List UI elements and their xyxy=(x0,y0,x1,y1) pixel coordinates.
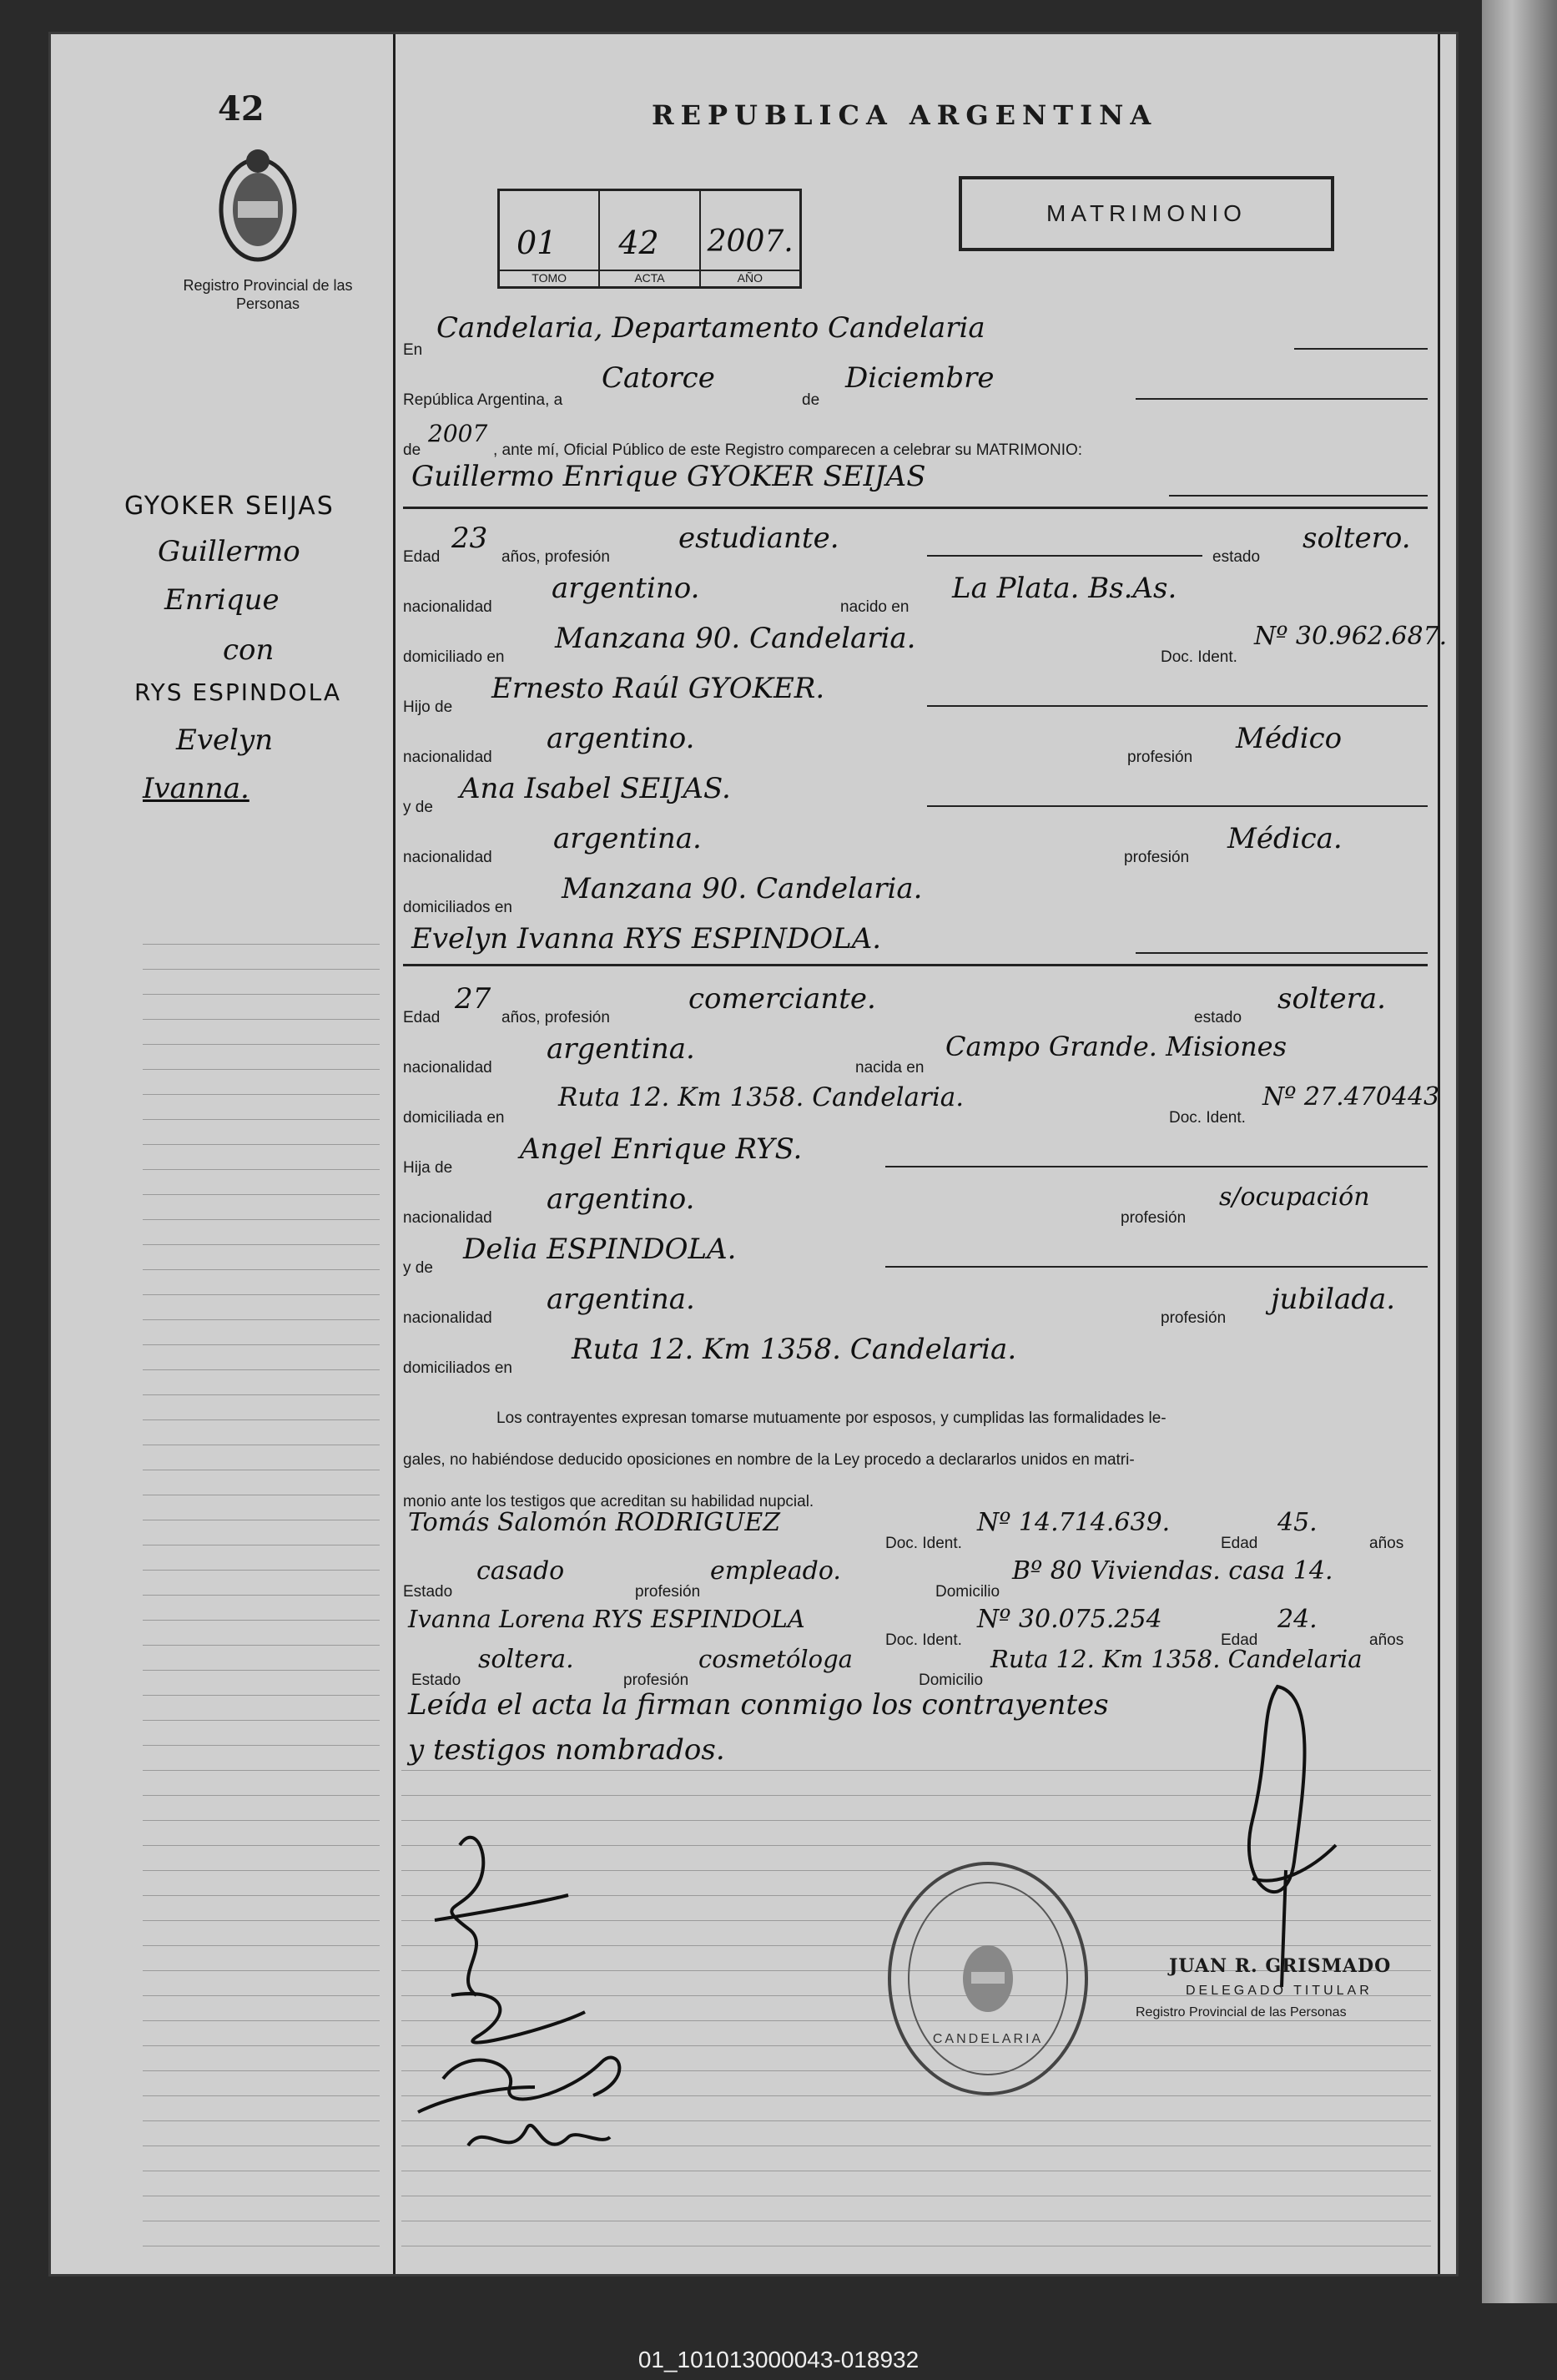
ruled-line xyxy=(143,1770,380,1771)
closing-line-2: y testigos nombrados. xyxy=(408,1733,725,1767)
estado-cap-label: Estado xyxy=(403,1583,453,1601)
intro-text: , ante mí, Oficial Público de este Registro comparecen a celebrar su MATRIMONIO: xyxy=(493,441,1083,459)
domicilio-label: Domicilio xyxy=(935,1583,1000,1601)
acta-label: ACTA xyxy=(600,270,698,285)
ruled-line xyxy=(143,1144,380,1145)
ruled-line xyxy=(143,2120,380,2121)
en-label: En xyxy=(403,341,423,359)
de-label: de xyxy=(802,391,820,409)
bride-father-nat: argentino. xyxy=(547,1182,695,1216)
place: Candelaria, Departamento Candelaria xyxy=(436,311,985,345)
edad-label: Edad xyxy=(1221,1535,1258,1552)
doc-label: Doc. Ident. xyxy=(885,1535,962,1552)
act-type: MATRIMONIO xyxy=(1046,200,1247,226)
ruled-line xyxy=(143,1895,380,1896)
right-border xyxy=(1438,34,1440,2274)
ruled-line xyxy=(143,1620,380,1621)
groom-nationality: argentino. xyxy=(552,572,700,605)
ruled-line xyxy=(143,1294,380,1295)
edad-label: Edad xyxy=(403,548,441,566)
groom-father: Ernesto Raúl GYOKER. xyxy=(491,672,825,705)
ruled-line xyxy=(143,1394,380,1395)
groom-profession: estudiante. xyxy=(678,522,839,555)
doc-label: Doc. Ident. xyxy=(885,1631,962,1649)
seal-text: CANDELARIA xyxy=(932,2032,1044,2046)
witness1-age: 45. xyxy=(1277,1508,1318,1537)
ruled-line xyxy=(143,1595,380,1596)
ruled-line xyxy=(143,969,380,970)
ruled-line xyxy=(143,1094,380,1095)
witness2-status: soltera. xyxy=(478,1645,574,1674)
contracting-parties-signatures xyxy=(401,1812,735,2196)
doc-label: Doc. Ident. xyxy=(1161,648,1237,666)
bride-age: 27 xyxy=(455,982,491,1016)
witness2-name: Ivanna Lorena RYS ESPINDOLA xyxy=(408,1605,805,1633)
doc-label: Doc. Ident. xyxy=(1169,1109,1246,1127)
ruled-line xyxy=(143,1795,380,1796)
ruled-line xyxy=(143,1269,380,1270)
ruled-line xyxy=(143,944,380,945)
profesion-label: profesión xyxy=(1127,749,1193,766)
ruled-line xyxy=(143,1995,380,1996)
domiciliada-label: domiciliada en xyxy=(403,1109,505,1127)
groom-father-prof: Médico xyxy=(1236,722,1343,755)
margin-line: con xyxy=(223,633,275,667)
ruled-line xyxy=(143,994,380,995)
bride-parents-address: Ruta 12. Km 1358. Candelaria. xyxy=(572,1333,1017,1366)
ruled-line xyxy=(143,1419,380,1420)
witness1-name: Tomás Salomón RODRIGUEZ xyxy=(408,1508,781,1537)
edad-label: Edad xyxy=(1221,1631,1258,1649)
fill-line xyxy=(1136,952,1428,954)
ruled-line xyxy=(143,1845,380,1846)
nacionalidad-label: nacionalidad xyxy=(403,849,492,866)
tomo-value: 01 xyxy=(516,224,557,261)
profesion-label: profesión xyxy=(623,1672,689,1689)
witness2-age: 24. xyxy=(1277,1605,1318,1634)
ano-cell xyxy=(701,191,799,286)
hijo-label: Hijo de xyxy=(403,698,453,716)
ruled-line xyxy=(143,1820,380,1821)
fill-line xyxy=(885,1166,1428,1167)
groom-name: Guillermo Enrique GYOKER SEIJAS xyxy=(411,460,926,493)
groom-age: 23 xyxy=(451,522,488,555)
profesion-label: profesión xyxy=(1161,1309,1227,1327)
domiciliados-label: domiciliados en xyxy=(403,899,512,916)
bride-mother: Delia ESPINDOLA. xyxy=(463,1233,737,1266)
estado-label: estado xyxy=(1212,548,1261,566)
witness1-address: Bº 80 Viviendas. casa 14. xyxy=(1012,1556,1333,1586)
de-label: de xyxy=(403,441,421,459)
ruled-line xyxy=(143,2070,380,2071)
bride-name: Evelyn Ivanna RYS ESPINDOLA. xyxy=(411,922,882,956)
groom-mother: Ana Isabel SEIJAS. xyxy=(460,772,731,805)
section-rule xyxy=(403,507,1428,509)
day: Catorce xyxy=(602,361,715,395)
margin-line: Enrique xyxy=(164,583,280,617)
nacionalidad-label: nacionalidad xyxy=(403,1059,492,1077)
act-number-box xyxy=(497,189,802,289)
page-number: 42 xyxy=(218,89,265,129)
ruled-line xyxy=(143,1169,380,1170)
file-id: 01_101013000043-018932 xyxy=(637,2347,920,2372)
ruled-line xyxy=(143,1645,380,1646)
official-title: DELEGADO TITULAR xyxy=(1186,1984,1373,1998)
groom-parents-address: Manzana 90. Candelaria. xyxy=(562,872,923,905)
ruled-line xyxy=(143,1219,380,1220)
anos-profesion-label: años, profesión xyxy=(501,1009,610,1026)
anos-label: años xyxy=(1369,1535,1404,1552)
ruled-line xyxy=(143,2045,380,2046)
legal-text-3: monio ante los testigos que acreditan su habilidad nupcial. xyxy=(403,1493,814,1510)
legal-text-1: Los contrayentes expresan tomarse mutuamente por esposos, y cumplidas las formalidades le- xyxy=(496,1409,1166,1427)
fill-line xyxy=(1169,495,1428,497)
closing-line-1: Leída el acta la firman conmigo los contrayentes xyxy=(408,1688,1109,1722)
year: 2007 xyxy=(428,420,488,447)
domiciliados-label: domiciliados en xyxy=(403,1359,512,1377)
groom-mother-prof: Médica. xyxy=(1227,822,1343,855)
profesion-label: profesión xyxy=(1124,849,1190,866)
acta-value: 42 xyxy=(618,224,659,261)
witness2-doc: Nº 30.075.254 xyxy=(977,1605,1162,1634)
domicilio-label: Domicilio xyxy=(919,1672,984,1689)
nacionalidad-label: nacionalidad xyxy=(403,598,492,616)
coat-of-arms-icon xyxy=(208,143,308,276)
seal-emblem-icon xyxy=(955,1939,1021,2019)
official-name: JUAN R. GRISMADO xyxy=(1169,1955,1392,1977)
ruled-line xyxy=(143,1044,380,1045)
ruled-line xyxy=(143,1069,380,1070)
groom-father-nat: argentino. xyxy=(547,722,695,755)
official-registry: Registro Provincial de las Personas xyxy=(1136,2005,1347,2019)
bride-mother-nat: argentina. xyxy=(547,1283,695,1316)
book-edge xyxy=(1482,0,1557,2303)
domiciliado-label: domiciliado en xyxy=(403,648,505,666)
groom-mother-nat: argentina. xyxy=(553,822,702,855)
fill-line xyxy=(885,1266,1428,1268)
witness1-profession: empleado. xyxy=(710,1556,841,1586)
month: Diciembre xyxy=(845,361,995,395)
profesion-label: profesión xyxy=(635,1583,701,1601)
margin-line: Guillermo xyxy=(158,535,300,568)
ruled-line xyxy=(143,1720,380,1721)
republica-label: República Argentina, a xyxy=(403,391,563,409)
bride-father-prof: s/ocupación xyxy=(1219,1182,1370,1212)
ruled-line xyxy=(143,1244,380,1245)
ruled-line xyxy=(143,2095,380,2096)
ruled-line xyxy=(143,1369,380,1370)
bride-address: Ruta 12. Km 1358. Candelaria. xyxy=(558,1082,965,1112)
margin-line: RYS ESPINDOLA xyxy=(134,678,341,706)
tomo-label: TOMO xyxy=(500,270,598,285)
groom-doc: Nº 30.962.687. xyxy=(1254,622,1448,651)
ruled-line xyxy=(143,1695,380,1696)
bride-mother-prof: jubilada. xyxy=(1271,1283,1396,1316)
fill-line xyxy=(927,805,1428,807)
margin-line: Evelyn xyxy=(176,724,274,757)
fill-line xyxy=(1294,348,1428,350)
margin-divider xyxy=(393,34,396,2274)
anos-profesion-label: años, profesión xyxy=(501,548,610,566)
y-de-label: y de xyxy=(403,1259,433,1277)
fill-line xyxy=(1136,398,1428,400)
legal-text-2: gales, no habiéndose deducido oposiciones en nombre de la Ley procedo a declararlos unidos en matri- xyxy=(403,1451,1135,1469)
acta-cell xyxy=(600,191,700,286)
ano-label: AÑO xyxy=(701,270,799,285)
nacida-label: nacida en xyxy=(855,1059,925,1077)
witness1-status: casado xyxy=(476,1556,565,1586)
ano-value: 2007. xyxy=(707,224,794,259)
estado-label: estado xyxy=(1194,1009,1242,1026)
bride-nationality: argentina. xyxy=(547,1032,695,1066)
nacido-label: nacido en xyxy=(840,598,910,616)
registry-name: Registro Provincial de las Personas xyxy=(183,277,353,312)
groom-birthplace: La Plata. Bs.As. xyxy=(952,572,1177,605)
section-rule xyxy=(403,964,1428,966)
nacionalidad-label: nacionalidad xyxy=(403,1309,492,1327)
witness1-doc: Nº 14.714.639. xyxy=(977,1508,1171,1537)
profesion-label: profesión xyxy=(1121,1209,1187,1227)
y-de-label: y de xyxy=(403,799,433,816)
country-title: REPUBLICA ARGENTINA xyxy=(652,99,1158,131)
tomo-cell xyxy=(500,191,600,286)
official-seal xyxy=(888,1862,1088,2095)
ruled-line xyxy=(143,1970,380,1971)
estado-cap-label: Estado xyxy=(411,1672,461,1689)
ruled-line xyxy=(143,1019,380,1020)
ruled-line xyxy=(143,1670,380,1671)
act-type-box xyxy=(959,176,1334,251)
ruled-line xyxy=(143,1570,380,1571)
bride-birthplace: Campo Grande. Misiones xyxy=(945,1031,1287,1062)
bride-profession: comerciante. xyxy=(688,982,876,1016)
bride-father: Angel Enrique RYS. xyxy=(520,1132,803,1166)
ruled-line xyxy=(143,1920,380,1921)
witness2-profession: cosmetóloga xyxy=(698,1645,853,1673)
ruled-line xyxy=(143,1319,380,1320)
witness2-address: Ruta 12. Km 1358. Candelaria xyxy=(990,1645,1363,1673)
groom-address: Manzana 90. Candelaria. xyxy=(555,622,916,655)
ruled-line xyxy=(143,1870,380,1871)
margin-line: Ivanna. xyxy=(143,772,249,805)
registry-page xyxy=(48,32,1459,2277)
anos-label: años xyxy=(1369,1631,1404,1649)
hija-label: Hija de xyxy=(403,1159,453,1177)
ruled-line xyxy=(143,1119,380,1120)
ruled-line xyxy=(143,2020,380,2021)
groom-status: soltero. xyxy=(1303,522,1411,555)
bride-doc: Nº 27.470443 xyxy=(1262,1082,1440,1112)
ruled-line xyxy=(143,1945,380,1946)
fill-line xyxy=(927,555,1202,557)
bride-status: soltera. xyxy=(1277,982,1386,1016)
ruled-line xyxy=(143,1194,380,1195)
margin-line: GYOKER SEIJAS xyxy=(124,492,335,521)
official-signature xyxy=(1202,1670,1344,1995)
nacionalidad-label: nacionalidad xyxy=(403,1209,492,1227)
ruled-line xyxy=(143,1344,380,1345)
ruled-line xyxy=(143,1745,380,1746)
edad-label: Edad xyxy=(403,1009,441,1026)
nacionalidad-label: nacionalidad xyxy=(403,749,492,766)
fill-line xyxy=(927,705,1428,707)
